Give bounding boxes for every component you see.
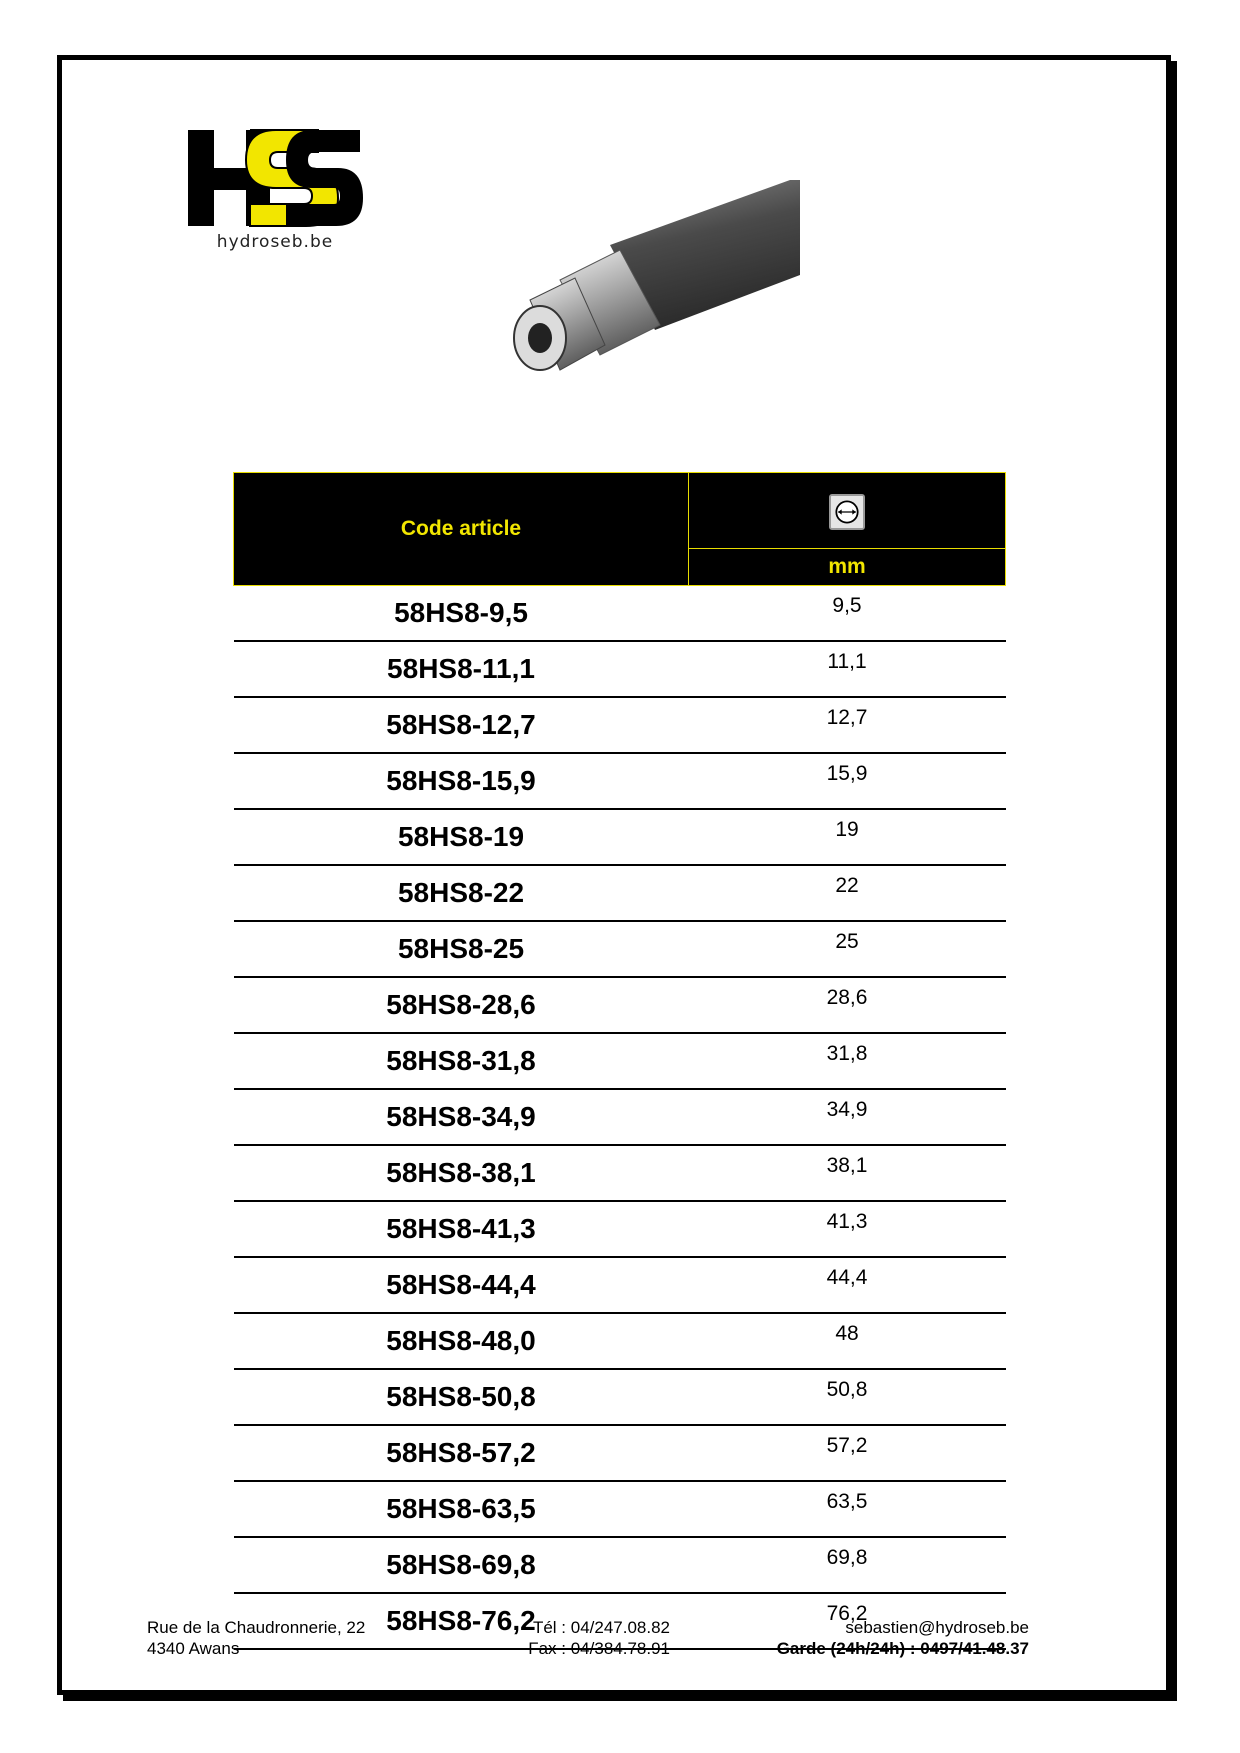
table-row [234, 1033, 1006, 1089]
diameter-mm: 25 [689, 921, 1006, 977]
table-row [234, 1313, 1006, 1369]
contact-email[interactable]: sebastien@hydroseb.be [845, 1618, 1029, 1637]
diameter-mm: 57,2 [689, 1425, 1006, 1481]
header-code-article: Code article [234, 473, 689, 586]
article-code: 58HS8-12,7 [234, 697, 689, 753]
article-code: 58HS8-34,9 [234, 1089, 689, 1145]
address-street: Rue de la Chaudronnerie, 22 [147, 1618, 366, 1637]
table-row [234, 1089, 1006, 1145]
diameter-mm: 50,8 [689, 1369, 1006, 1425]
table-row [234, 865, 1006, 921]
table-row [234, 641, 1006, 697]
table-row [234, 1369, 1006, 1425]
diameter-mm: 44,4 [689, 1257, 1006, 1313]
diameter-mm: 63,5 [689, 1481, 1006, 1537]
diameter-mm: 76,2 [689, 1593, 1006, 1649]
table-row [234, 921, 1006, 977]
article-code: 58HS8-25 [234, 921, 689, 977]
diameter-mm: 19 [689, 809, 1006, 865]
article-code: 58HS8-50,8 [234, 1369, 689, 1425]
article-code: 58HS8-19 [234, 809, 689, 865]
footer-contact [777, 1617, 1029, 1659]
table-row [234, 809, 1006, 865]
diameter-mm: 41,3 [689, 1201, 1006, 1257]
table-row [234, 1425, 1006, 1481]
article-code: 58HS8-63,5 [234, 1481, 689, 1537]
diameter-mm: 11,1 [689, 641, 1006, 697]
diameter-mm: 9,5 [689, 586, 1006, 642]
diameter-mm: 48 [689, 1313, 1006, 1369]
article-code: 58HS8-11,1 [234, 641, 689, 697]
footer-phone [510, 1617, 670, 1659]
table-row [234, 1201, 1006, 1257]
diameter-mm: 31,8 [689, 1033, 1006, 1089]
table-row [234, 1145, 1006, 1201]
table-row [234, 753, 1006, 809]
diameter-mm: 12,7 [689, 697, 1006, 753]
diameter-mm: 28,6 [689, 977, 1006, 1033]
footer-address [147, 1617, 365, 1659]
header-unit-mm: mm [689, 548, 1006, 585]
diameter-mm: 69,8 [689, 1537, 1006, 1593]
diameter-mm: 34,9 [689, 1089, 1006, 1145]
article-code: 58HS8-48,0 [234, 1313, 689, 1369]
table-row [234, 1537, 1006, 1593]
phone-tel: Tél : 04/247.08.82 [532, 1618, 670, 1637]
product-table [233, 472, 1006, 1650]
article-code: 58HS8-44,4 [234, 1257, 689, 1313]
table-row [234, 697, 1006, 753]
header-diameter [689, 473, 1006, 549]
phone-fax: Fax : 04/384.78.91 [528, 1639, 670, 1658]
table-row [234, 586, 1006, 642]
diameter-mm: 22 [689, 865, 1006, 921]
diameter-icon [829, 494, 865, 530]
table-row [234, 977, 1006, 1033]
table-row [234, 1481, 1006, 1537]
address-city: 4340 Awans [147, 1639, 240, 1658]
article-code: 58HS8-69,8 [234, 1537, 689, 1593]
article-code: 58HS8-22 [234, 865, 689, 921]
logo-website-text: hydroseb.be [216, 232, 334, 252]
article-code: 58HS8-31,8 [234, 1033, 689, 1089]
article-code: 58HS8-38,1 [234, 1145, 689, 1201]
article-code: 58HS8-15,9 [234, 753, 689, 809]
contact-garde: Garde (24h/24h) : 0497/41.48.37 [776, 1639, 1029, 1658]
diameter-mm: 15,9 [689, 753, 1006, 809]
article-code: 58HS8-41,3 [234, 1201, 689, 1257]
hydraulic-hose-image [490, 160, 800, 430]
article-code: 58HS8-28,6 [234, 977, 689, 1033]
article-code: 58HS8-57,2 [234, 1425, 689, 1481]
diameter-mm: 38,1 [689, 1145, 1006, 1201]
article-code: 58HS8-76,2 [234, 1593, 689, 1649]
article-code: 58HS8-9,5 [234, 586, 689, 642]
table-row [234, 1257, 1006, 1313]
